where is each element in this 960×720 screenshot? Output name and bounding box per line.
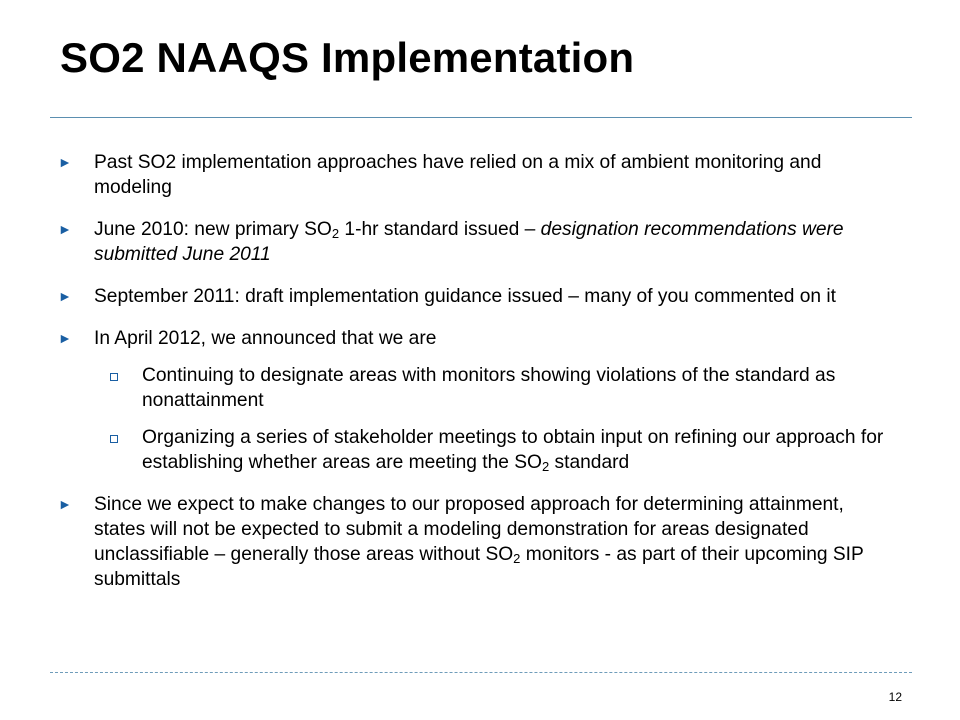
page-number: 12	[888, 690, 902, 704]
bullet-item-september-2011	[58, 284, 888, 309]
slide-title: SO2 NAAQS Implementation	[60, 34, 635, 81]
square-bullet-icon	[110, 373, 118, 381]
sub-bullet-item-stakeholder-meetings	[58, 425, 888, 475]
triangle-bullet-icon: ►	[58, 496, 72, 512]
triangle-bullet-icon: ►	[58, 154, 72, 170]
footer-divider	[50, 672, 912, 673]
bullet-text: In April 2012, we announced that we are	[94, 328, 437, 349]
title-divider	[50, 117, 912, 118]
triangle-bullet-icon: ►	[58, 221, 72, 237]
bullet-list	[58, 150, 888, 609]
bullet-text: September 2011: draft implementation guidance issued – many of you commented on it	[94, 286, 836, 307]
sub-bullet-item-designate-areas	[58, 363, 888, 413]
bullet-item-april-2012	[58, 326, 888, 351]
bullet-item-attainment-changes	[58, 492, 888, 592]
triangle-bullet-icon: ►	[58, 330, 72, 346]
square-bullet-icon	[110, 435, 118, 443]
triangle-bullet-icon: ►	[58, 288, 72, 304]
bullet-text: Past SO2 implementation approaches have relied on a mix of ambient monitoring and modeling	[94, 152, 822, 198]
bullet-item-past-implementation	[58, 150, 888, 200]
sub-bullet-text: Continuing to designate areas with monitors showing violations of the standard as nonattainment	[142, 365, 836, 411]
bullet-text: Since we expect to make changes to our proposed approach for determining attainment, states will not be expected to submit a modeling demonstration for areas designated unclassifiable – generally those areas without $SO_2$ monitors - as part of their upcoming SIP submittals	[94, 494, 864, 590]
bullet-text: June 2010: new primary $SO_2$ 1-hr standard issued – designation recommendations were submitted June 2011	[94, 219, 844, 265]
sub-bullet-text: Organizing a series of stakeholder meetings to obtain input on refining our approach for establishing whether areas are meeting the $SO_2$ standard	[142, 427, 884, 474]
bullet-item-june-2010	[58, 217, 888, 267]
